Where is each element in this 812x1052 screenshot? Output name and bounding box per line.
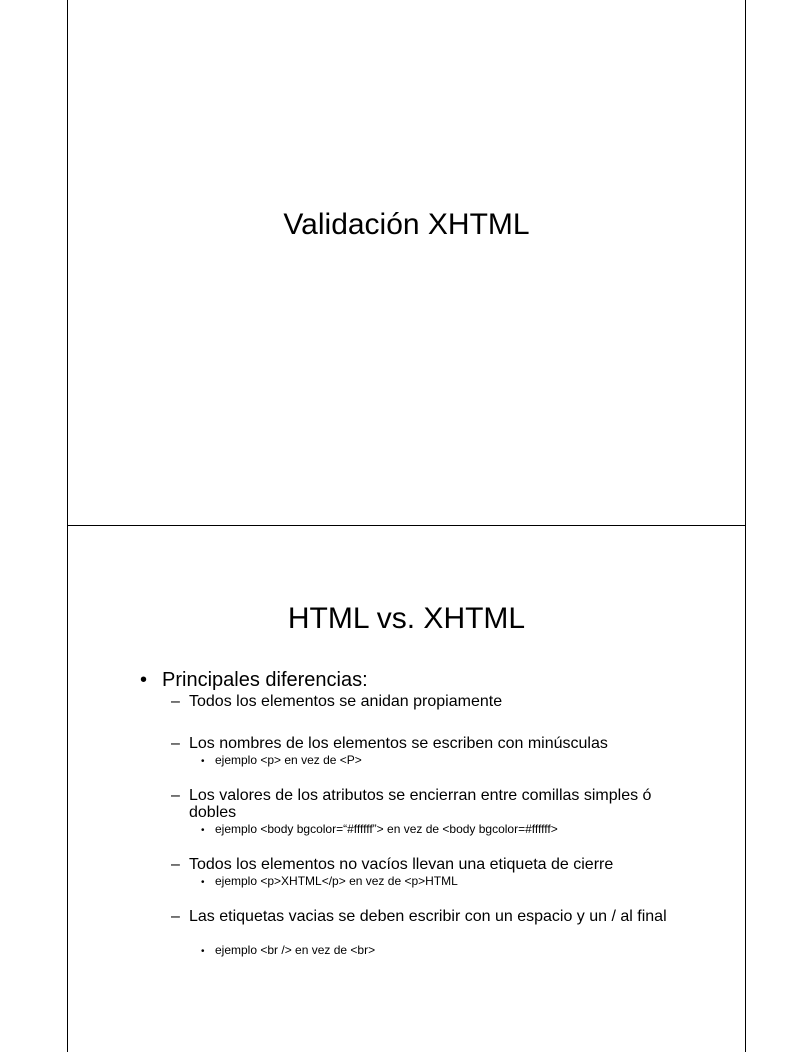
- list-item: [171, 693, 679, 710]
- example-dot: •: [201, 877, 205, 888]
- example-text: ejemplo <p>XHTML</p> en vez de <p>HTML: [215, 874, 458, 888]
- main-bullet: [140, 668, 368, 692]
- item-text: Los nombres de los elementos se escriben con minúsculas: [189, 735, 608, 752]
- item-dash: –: [171, 787, 180, 804]
- list-item: [171, 856, 679, 873]
- example-line: [201, 822, 558, 838]
- item-dash: –: [171, 856, 180, 873]
- item-dash: –: [171, 908, 180, 925]
- slide-2-title: HTML vs. XHTML: [287, 602, 526, 635]
- item-text: Todos los elementos no vacíos llevan una etiqueta de cierre: [189, 856, 614, 873]
- item-text: Todos los elementos se anidan propiamente: [189, 693, 503, 710]
- example-line: [201, 943, 375, 959]
- item-text: Los valores de los atributos se encierran entre comillas simples ó dobles: [189, 787, 652, 821]
- example-dot: •: [201, 946, 205, 957]
- example-dot: •: [201, 756, 205, 767]
- slide-border-right: [745, 0, 746, 1052]
- bullet-dot: •: [140, 669, 148, 691]
- example-text: ejemplo <br /> en vez de <br>: [215, 943, 376, 957]
- example-line: [201, 874, 458, 890]
- example-text: ejemplo <p> en vez de <P>: [215, 753, 362, 767]
- list-item: [171, 735, 679, 752]
- list-item: [171, 787, 679, 821]
- slide-1-title: Validación XHTML: [283, 208, 530, 241]
- example-line: [201, 753, 362, 769]
- list-item: [171, 908, 679, 925]
- item-dash: –: [171, 735, 180, 752]
- example-text: ejemplo <body bgcolor=“#ffffff”> en vez de <body bgcolor=#ffffff>: [215, 822, 558, 836]
- example-dot: •: [201, 825, 205, 836]
- slide-divider: [67, 525, 746, 526]
- slide-border-left: [67, 0, 68, 1052]
- main-bullet-text: Principales diferencias:: [162, 669, 368, 691]
- item-dash: –: [171, 693, 180, 710]
- item-text: Las etiquetas vacias se deben escribir con un espacio y un / al final: [189, 908, 667, 925]
